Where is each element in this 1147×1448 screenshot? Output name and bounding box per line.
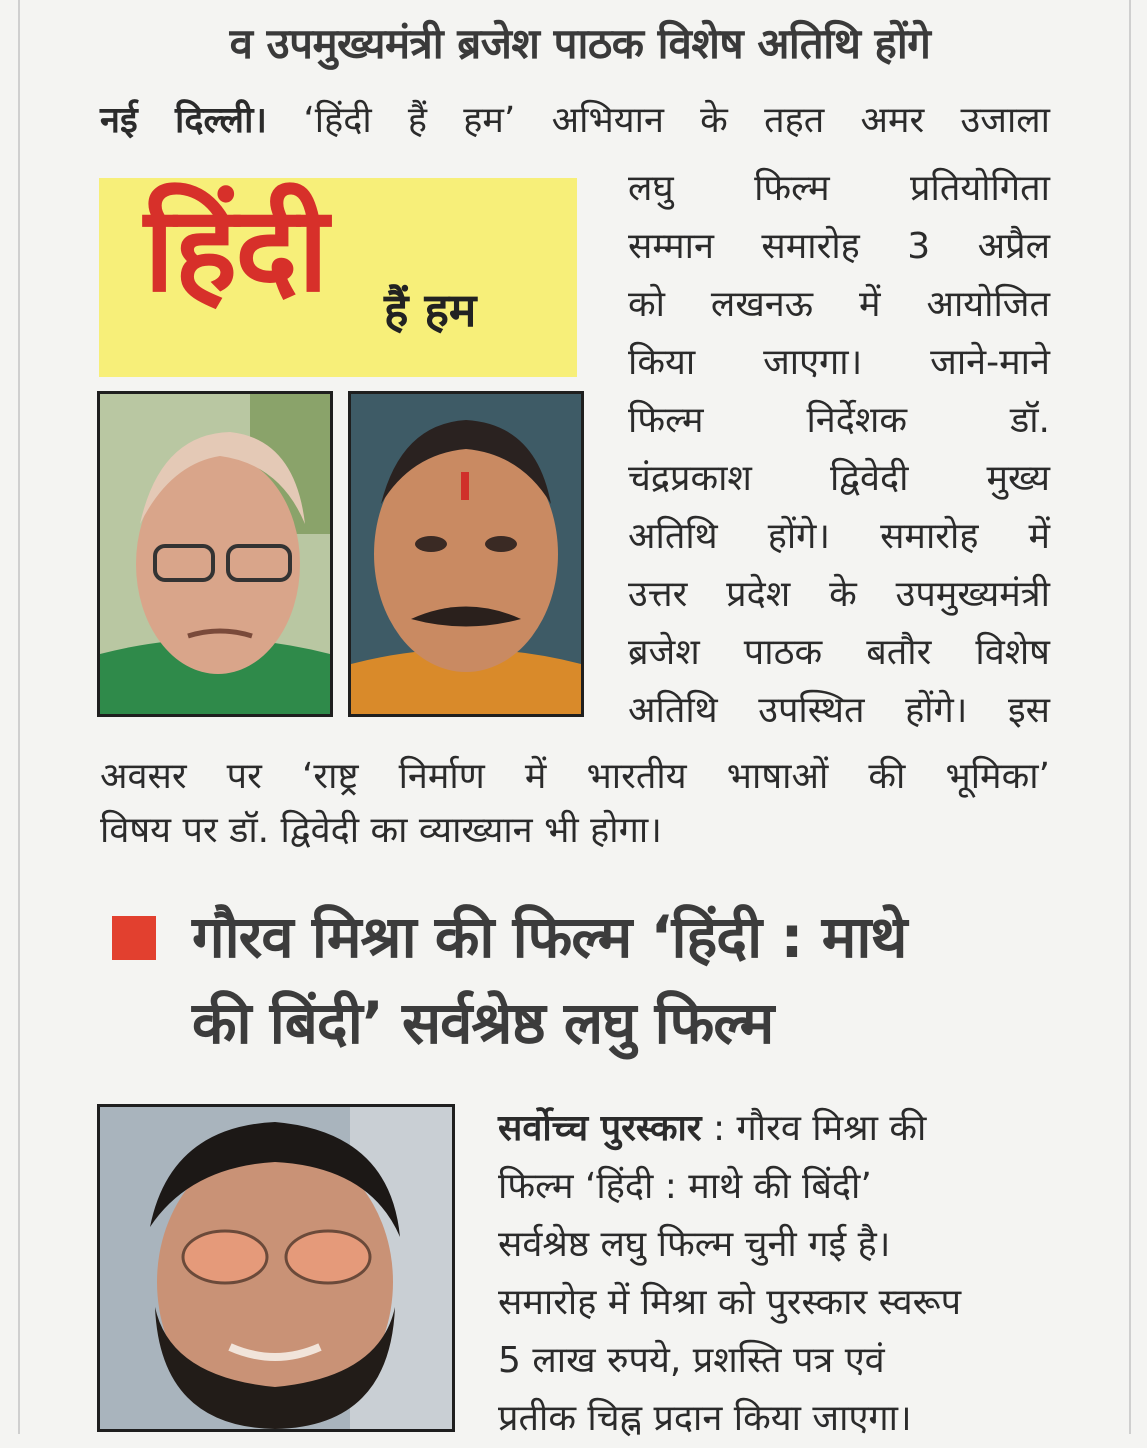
headline-bullet-square [112,916,156,960]
portrait-photo-2 [348,391,584,717]
article-line: सम्मान समारोह 3 अप्रैल [628,226,1050,267]
article-line: लघु फिल्म प्रतियोगिता [628,168,1050,209]
article-right-column [628,160,1050,740]
logo-hindi-text: हिंदी [144,179,327,318]
secondary-headline-line-1: गौरव मिश्रा की फिल्म ‘हिंदी : माथे [192,903,907,971]
article2-line: 5 लाख रुपये, प्रशस्ति पत्र एवं [498,1340,885,1381]
article-line: चंद्रप्रकाश द्विवेदी मुख्य [628,458,1050,499]
article2-first-line-text: : गौरव मिश्रा की [701,1108,927,1149]
article-line: फिल्म निर्देशक डॉ. [628,400,1050,441]
article2-line: प्रतीक चिह्न प्रदान किया जाएगा। [498,1398,912,1439]
article-line: किया जाएगा। जाने-माने [628,342,1050,383]
secondary-headline-line-2: की बिंदी’ सर्वश्रेष्ठ लघु फिल्म [192,989,774,1057]
portrait-photo-3 [97,1104,455,1432]
article2-line: फिल्म ‘हिंदी : माथे की बिंदी’ [498,1166,872,1207]
article-first-line-text: ‘हिंदी हैं हम’ अभियान के तहत अमर उजाला [303,100,1050,141]
article-line: उत्तर प्रदेश के उपमुख्यमंत्री [628,574,1050,615]
article-line: ब्रजेश पाठक बतौर विशेष [628,632,1050,673]
article2-first-line [498,1100,1058,1158]
article-line: को लखनऊ में आयोजित [628,284,1050,325]
article-line: विषय पर डॉ. द्विवेदी का व्याख्यान भी होगा। [100,810,662,851]
subheadline: व उपमुख्यमंत्री ब्रजेश पाठक विशेष अतिथि होंगे [229,19,931,68]
page-border-left [18,0,20,1434]
article2-line: समारोह में मिश्रा को पुरस्कार स्वरूप [498,1282,962,1323]
hindi-hain-hum-logo [99,178,577,377]
portrait-photo-1 [97,391,333,717]
page-border-right [1129,0,1131,1434]
article2-column [498,1100,1058,1448]
article-line: अवसर पर ‘राष्ट्र निर्माण में भारतीय भाषाओं की भूमिका’ [100,756,1050,797]
article2-lead: सर्वोच्च पुरस्कार [498,1108,702,1149]
logo-hain-hum-text: हैं हम [384,283,477,337]
article-line: अतिथि होंगे। समारोह में [628,516,1050,557]
article-line: अतिथि उपस्थित होंगे। इस [628,690,1050,731]
article2-line: सर्वश्रेष्ठ लघु फिल्म चुनी गई है। [498,1224,891,1265]
dateline: नई दिल्ली। [100,100,268,141]
article-first-line [100,92,1050,150]
